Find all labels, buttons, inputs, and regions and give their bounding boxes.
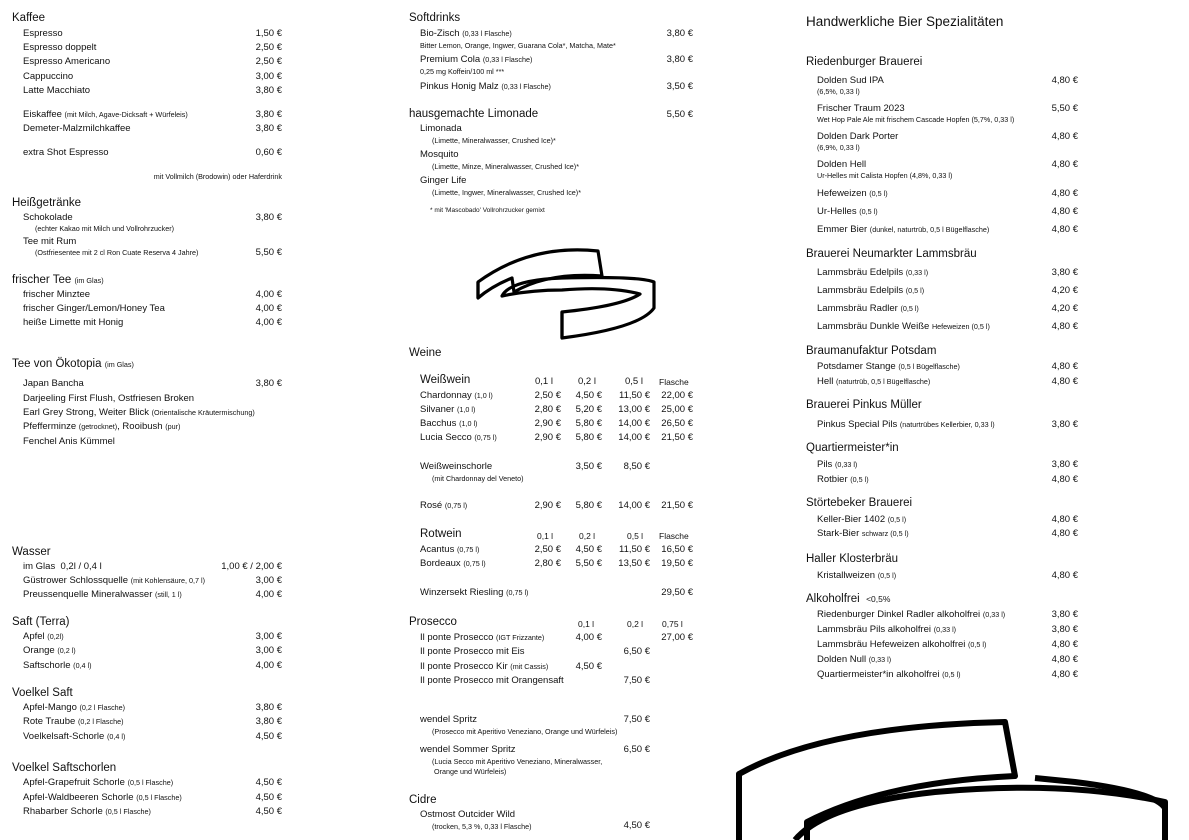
menu-item-price: 3,80 €	[255, 85, 282, 96]
menu-item-note: (0,75 l)	[444, 501, 468, 510]
col-header: 0,1 l	[578, 619, 595, 629]
menu-item-note: (0,2 l Flasche)	[77, 717, 124, 726]
menu-item-price: 3,80 €	[255, 123, 282, 134]
menu-item-note: (0,5 l Flasche)	[136, 793, 182, 802]
menu-item-name: Ginger Life	[420, 175, 467, 186]
menu-item-price: 3,00 €	[255, 645, 282, 656]
menu-item-price: 2,90 €	[534, 500, 561, 511]
menu-item-price: 3,80 €	[666, 54, 693, 65]
menu-item-price: 5,20 €	[575, 404, 602, 415]
menu-item-price: 4,20 €	[1051, 303, 1078, 314]
menu-item-note: (0,33 l Flasche)	[482, 55, 533, 64]
alkoholfrei-note: <0,5%	[866, 594, 891, 604]
menu-item-price: 6,50 €	[623, 744, 650, 755]
menu-item-note: (0,2l)	[47, 632, 64, 641]
menu-item-sub: Ur-Helles mit Calista Hopfen (4,8%, 0,33 l)	[817, 171, 953, 180]
menu-item-note: (0,75 l)	[474, 433, 497, 442]
menu-item-note: (0,4 l)	[73, 661, 92, 670]
menu-item-name: heiße Limette mit Honig	[23, 317, 124, 328]
menu-item-price: 6,50 €	[623, 646, 650, 657]
menu-item-name: Pinkus Special Pils (naturtrübes Kellerbier, 0,33 l)	[817, 419, 995, 430]
menu-item-price: 29,50 €	[661, 587, 693, 598]
menu-item-name: Apfel-Mango (0,2 l Flasche)	[23, 702, 126, 713]
menu-item-price: 13,50 €	[618, 558, 650, 569]
menu-item-name: Potsdamer Stange (0,5 l Bügelflasche)	[817, 361, 960, 372]
menu-item-name: Hell (naturtrüb, 0,5 l Bügelflasche)	[817, 376, 931, 387]
heading-wasser: Wasser	[12, 546, 51, 558]
col-header: Flasche	[659, 531, 689, 541]
menu-item-name: Hefeweizen (0,5 l)	[817, 188, 888, 199]
menu-item-note: (naturtrüb, 0,5 l Bügelflasche)	[836, 377, 931, 386]
menu-item-note: (0,33 l Flasche)	[462, 29, 512, 38]
menu-item-price: 4,80 €	[1051, 321, 1078, 332]
col-header: Flasche	[659, 377, 689, 387]
menu-item-price: 4,50 €	[575, 544, 602, 555]
menu-item-name: Winzersekt Riesling (0,75 l)	[420, 587, 529, 598]
heading-brauerei: Haller Klosterbräu	[806, 553, 899, 565]
menu-item-price: 26,50 €	[661, 418, 693, 429]
menu-item-note: (0,5 l)	[942, 670, 961, 679]
menu-item-name: Lammsbräu Pils alkoholfrei (0,33 l)	[817, 624, 957, 635]
menu-item-name: Demeter-Malzmilchkaffee	[23, 123, 131, 134]
menu-item-price: 7,50 €	[623, 675, 650, 686]
menu-item-price: 4,50 €	[623, 820, 650, 831]
menu-item-sub: (Ostfriesentee mit 2 cl Ron Cuate Reserva 4 Jahre)	[35, 248, 199, 257]
menu-item-price: 3,50 €	[575, 461, 602, 472]
menu-item-name: Dolden Null (0,33 l)	[817, 654, 892, 665]
heading-weine: Weine	[409, 347, 442, 359]
menu-item-note: (naturtrübes Kellerbier, 0,33 l)	[899, 420, 995, 429]
menu-item-price: 4,80 €	[1051, 528, 1078, 539]
menu-item-price: 4,80 €	[1051, 206, 1078, 217]
menu-item-name: Lammsbräu Hefeweizen alkoholfrei (0,5 l)	[817, 639, 987, 650]
menu-item-name: Frischer Traum 2023	[817, 103, 905, 114]
menu-item-note: (Orientalische Kräutermischung)	[151, 408, 255, 417]
menu-item-price: 3,80 €	[666, 28, 693, 39]
menu-item-note: (1,0 l)	[474, 391, 493, 400]
menu-item-name: Rote Traube (0,2 l Flasche)	[23, 716, 124, 727]
menu-item-price: 4,80 €	[1051, 669, 1078, 680]
menu-item-note: (0,5 l Flasche)	[127, 778, 174, 787]
menu-item-price: 8,50 €	[623, 461, 650, 472]
menu-item-name: Stark-Bier schwarz (0,5 l)	[817, 528, 909, 539]
menu-item-price: 4,80 €	[1051, 75, 1078, 86]
menu-item-price: 4,80 €	[1051, 654, 1078, 665]
menu-item-price: 22,00 €	[661, 390, 693, 401]
menu-item-name: Apfel (0,2l)	[23, 631, 64, 642]
heading-prosecco: Prosecco	[409, 616, 457, 628]
menu-item-price: 5,50 €	[1051, 103, 1078, 114]
heading-brauerei: Brauerei Pinkus Müller	[806, 399, 922, 411]
heading-cidre: Cidre	[409, 794, 437, 806]
menu-item-name: Il ponte Prosecco (IGT Frizzante)	[420, 632, 545, 643]
oekotopia-note: (im Glas)	[104, 360, 134, 369]
menu-item-note: (0,5 l Flasche)	[105, 807, 151, 816]
menu-item-price: 4,20 €	[1051, 285, 1078, 296]
menu-item-name: Espresso	[23, 28, 63, 39]
menu-item-note: schwarz (0,5 l)	[861, 529, 909, 538]
menu-item-note: (0,33 l)	[982, 610, 1006, 619]
menu-item-name: Orange (0,2 l)	[23, 645, 76, 656]
menu-item-price: 2,50 €	[255, 42, 282, 53]
menu-item-name: Apfel-Waldbeeren Schorle (0,5 l Flasche)	[23, 792, 182, 803]
menu-item-name: Lammsbräu Edelpils (0,33 l)	[817, 267, 929, 278]
menu-item-price: 4,80 €	[1051, 514, 1078, 525]
menu-item-price: 2,90 €	[534, 418, 561, 429]
menu-item-price: 3,80 €	[255, 716, 282, 727]
menu-item-sub: 0,25 mg Koffein/100 ml ***	[420, 67, 505, 76]
menu-item-name: Voelkelsaft-Schorle (0,4 l)	[23, 731, 126, 742]
menu-item-note: (0,5 l)	[877, 571, 897, 580]
menu-item-price: 5,50 €	[575, 558, 602, 569]
menu-item-price: 4,50 €	[575, 661, 602, 672]
menu-item-price: 4,00 €	[255, 317, 282, 328]
menu-item-price: 11,50 €	[619, 544, 650, 555]
menu-item-name: Ostmost Outcider Wild	[420, 809, 516, 820]
menu-item-note: (0,33 l)	[905, 268, 929, 277]
menu-item-price: 3,80 €	[1051, 419, 1078, 430]
heading-brauerei: Brauerei Neumarkter Lammsbräu	[806, 248, 977, 260]
menu-item-name: Weißweinschorle	[420, 461, 493, 472]
menu-item-note: (0,75 l)	[506, 588, 529, 597]
menu-item-price: 3,00 €	[255, 631, 282, 642]
menu-item-price: 3,80 €	[1051, 624, 1078, 635]
menu-item-sub: (Prosecco mit Aperitivo Veneziano, Orange und Würfeleis)	[432, 727, 618, 736]
menu-item-name: Bordeaux (0,75 l)	[420, 558, 486, 569]
menu-item-name: Limonada	[420, 123, 462, 134]
col-header: 0,5 l	[627, 531, 644, 541]
menu-item-name: Rotbier (0,5 l)	[817, 474, 869, 485]
menu-item-note: (1,0 l)	[459, 419, 478, 428]
menu-item-name: Mosquito	[420, 149, 459, 160]
menu-item-price: 13,00 €	[618, 404, 650, 415]
menu-item-sub: Bitter Lemon, Orange, Ingwer, Guarana Cola*, Matcha, Mate*	[420, 41, 616, 50]
menu-item-note: (mit Kohlensäure, 0,7 l)	[130, 576, 206, 585]
menu-item-note: Hefeweizen (0,5 l)	[931, 322, 990, 331]
menu-item-name: Il ponte Prosecco mit Orangensaft	[420, 675, 564, 686]
menu-item-sub: (trocken, 5,3 %, 0,33 l Flasche)	[432, 822, 532, 831]
menu-item-price: 3,80 €	[1051, 459, 1078, 470]
menu-item-sub: Wet Hop Pale Ale mit frischem Cascade Hopfen (5,7%, 0,33 l)	[817, 115, 1015, 124]
heading-tee: frischer Tee (im Glas)	[12, 274, 104, 286]
menu-item-name: Apfel-Grapefruit Schorle (0,5 l Flasche)	[23, 777, 174, 788]
heading-rotwein: Rotwein	[420, 528, 462, 540]
menu-item-name: frischer Minztee	[23, 289, 91, 300]
menu-item-name: Dolden Dark Porter	[817, 131, 899, 142]
menu-item-price: 3,00 €	[255, 575, 282, 586]
heading-brauerei: Riedenburger Brauerei	[806, 56, 923, 68]
menu-item-note: (pur)	[165, 422, 181, 431]
heading-heissgetraenke: Heißgetränke	[12, 197, 82, 209]
menu-item-price: 7,50 €	[623, 714, 650, 725]
heading-alkoholfrei: Alkoholfrei <0,5%	[806, 593, 891, 605]
menu-item-note: (mit Cassis)	[510, 662, 549, 671]
col-header: 0,75 l	[662, 619, 683, 629]
menu-item-price: 4,00 €	[255, 589, 282, 600]
menu-item-name: Lammsbräu Radler (0,5 l)	[817, 303, 919, 314]
menu-item-name: wendel Sommer Spritz	[420, 744, 516, 755]
menu-item-price: 21,50 €	[661, 500, 693, 511]
menu-item-name: Schokolade	[23, 212, 73, 223]
menu-item-name: Cappuccino	[23, 71, 74, 82]
menu-item-sub: (Limette, Mineralwasser, Crushed Ice)*	[432, 136, 556, 145]
menu-item-price: 25,00 €	[661, 404, 693, 415]
menu-item-name: wendel Spritz	[420, 714, 478, 725]
menu-item-price: 4,50 €	[255, 777, 282, 788]
col-header: 0,2 l	[578, 376, 596, 387]
menu-item-price: 4,80 €	[1051, 474, 1078, 485]
menu-item-price: 5,50 €	[255, 247, 282, 258]
menu-item-note: (getrocknet)	[78, 422, 118, 431]
heading-brauerei: Braumanufaktur Potsdam	[806, 345, 937, 357]
limonade-footnote: * mit 'Mascobado' Vollrohrzucker gemixt	[430, 207, 545, 214]
menu-item-name: Dolden Sud IPA	[817, 75, 884, 86]
col-header: 0,2 l	[627, 619, 644, 629]
menu-item-price: 2,50 €	[255, 56, 282, 67]
menu-item-price: 2,80 €	[534, 558, 561, 569]
menu-item-note: (0,5 l)	[900, 304, 919, 313]
menu-item-price: 4,80 €	[1051, 570, 1078, 581]
menu-item-price: 4,00 €	[575, 632, 602, 643]
menu-item-name: Pfefferminze (getrocknet), Rooibush (pur)	[23, 421, 181, 432]
menu-item-sub: (Limette, Minze, Mineralwasser, Crushed Ice)*	[432, 162, 579, 171]
menu-item-price: 4,80 €	[1051, 639, 1078, 650]
heading-limonade: hausgemachte Limonade	[409, 108, 539, 120]
menu-item-name: Chardonnay (1,0 l)	[420, 390, 493, 401]
menu-item-sub: (mit Chardonnay del Veneto)	[432, 474, 524, 483]
heading-oekotopia: Tee von Ökotopia (im Glas)	[12, 358, 134, 370]
menu-item-name: Quartiermeister*in alkoholfrei (0,5 l)	[817, 669, 961, 680]
menu-item-note: (0,2 l)	[57, 646, 76, 655]
col-header: 0,1 l	[537, 531, 554, 541]
page-title-bier: Handwerkliche Bier Spezialitäten	[806, 14, 1004, 29]
menu-item-price: 3,80 €	[255, 212, 282, 223]
menu-item-price: 5,80 €	[575, 418, 602, 429]
menu-item-sub: (6,9%, 0,33 l)	[817, 143, 860, 152]
menu-item-price: 3,00 €	[255, 71, 282, 82]
heading-kaffee: Kaffee	[12, 12, 46, 24]
menu-item-name: Espresso doppelt	[23, 42, 97, 53]
menu-item-name: Premium Cola (0,33 l Flasche)	[420, 54, 533, 65]
menu-item-name: Espresso Americano	[23, 56, 111, 67]
menu-item-name: Bacchus (1,0 l)	[420, 418, 478, 429]
heading-brauerei: Störtebeker Brauerei	[806, 497, 913, 509]
menu-item-price: 4,50 €	[575, 390, 602, 401]
menu-item-sub: Orange und Würfeleis)	[434, 767, 507, 776]
menu-item-name: frischer Ginger/Lemon/Honey Tea	[23, 303, 165, 314]
menu-item-price: 4,50 €	[255, 806, 282, 817]
menu-item-name: Riedenburger Dinkel Radler alkoholfrei (0,33 l)	[817, 609, 1006, 620]
menu-item-note: (0,75 l)	[463, 559, 486, 568]
heading-voelkel-saft: Voelkel Saft	[12, 687, 73, 699]
menu-item-name: Rhabarber Schorle (0,5 l Flasche)	[23, 806, 151, 817]
menu-item-name: Lammsbräu Edelpils (0,5 l)	[817, 285, 925, 296]
menu-item-name: Preussenquelle Mineralwasser (still, 1 l)	[23, 589, 182, 600]
menu-item-name: Fenchel Anis Kümmel	[23, 436, 115, 447]
heading-brauerei: Quartiermeister*in	[806, 442, 899, 454]
kaffee-footnote: mit Vollmilch (Brodowin) oder Haferdrink	[153, 172, 282, 181]
tee-note: (im Glas)	[74, 276, 104, 285]
menu-item-name: Lucia Secco (0,75 l)	[420, 432, 497, 443]
menu-item-name: Saftschorle (0,4 l)	[23, 660, 92, 671]
menu-item-note: (still, 1 l)	[155, 590, 182, 599]
heading-weisswein: Weißwein	[420, 374, 471, 386]
menu-item-price: 4,80 €	[1051, 131, 1078, 142]
menu-item-name: Emmer Bier (dunkel, naturtrüb, 0,5 l Bügelflasche)	[817, 224, 990, 235]
menu-item-note: (0,5 l)	[850, 475, 869, 484]
menu-item-sub: (Limette, Ingwer, Mineralwasser, Crushed Ice)*	[432, 188, 581, 197]
menu-item-sub: (echter Kakao mit Milch und Vollrohrzucker)	[35, 224, 175, 233]
menu-item-note: (0,33 l)	[868, 655, 892, 664]
menu-item-price: 4,80 €	[1051, 188, 1078, 199]
menu-item-note: (0,5 l)	[905, 286, 925, 295]
heading-voelkel-schorlen: Voelkel Saftschorlen	[12, 762, 117, 774]
menu-item-price: 0,60 €	[255, 147, 282, 158]
menu-item-price: 27,00 €	[661, 632, 693, 643]
menu-item-note: (0,5 l)	[968, 640, 987, 649]
menu-item-price: 4,80 €	[1051, 224, 1078, 235]
menu-item-price: 1,50 €	[255, 28, 282, 39]
menu-item-note: (dunkel, naturtrüb, 0,5 l Bügelflasche)	[869, 225, 990, 234]
menu-item-price: 4,00 €	[255, 303, 282, 314]
menu-item-price: 4,00 €	[255, 289, 282, 300]
menu-item-note: (0,75 l)	[456, 545, 480, 554]
menu-item-price: 4,80 €	[1051, 376, 1078, 387]
menu-item-price: 2,80 €	[534, 404, 561, 415]
menu-item-price: 21,50 €	[661, 432, 693, 443]
menu-item-name: Pils (0,33 l)	[817, 459, 858, 470]
menu-item-price: 14,00 €	[618, 500, 650, 511]
menu-item-name: Il ponte Prosecco mit Eis	[420, 646, 525, 657]
menu-item-name: Lammsbräu Dunkle Weiße Hefeweizen (0,5 l)	[817, 321, 990, 332]
menu-item-note: (0,5 l)	[869, 189, 888, 198]
menu-item-price: 2,50 €	[534, 390, 561, 401]
menu-item-name: Dolden Hell	[817, 159, 867, 170]
menu-item-price: 3,50 €	[666, 81, 693, 92]
menu-item-name: Earl Grey Strong, Weiter Blick (Orientalische Kräutermischung)	[23, 407, 255, 418]
menu-item-note: (1,0 l)	[456, 405, 476, 414]
menu-item-price: 5,50 €	[666, 109, 693, 120]
logo-ring-large-icon	[735, 712, 1189, 840]
menu-item-price: 16,50 €	[661, 544, 693, 555]
menu-item-price: 3,80 €	[255, 378, 282, 389]
menu-item-price: 19,50 €	[661, 558, 693, 569]
menu-item-name: extra Shot Espresso	[23, 147, 109, 158]
menu-item-price: 2,90 €	[534, 432, 561, 443]
heading-softdrinks: Softdrinks	[409, 12, 461, 24]
menu-item-name: Bio-Zisch (0,33 l Flasche)	[420, 28, 512, 39]
menu-item-price: 4,50 €	[255, 792, 282, 803]
menu-item-name: Darjeeling First Flush, Ostfriesen Broken	[23, 393, 195, 404]
menu-item-name: Latte Macchiato	[23, 85, 91, 96]
menu-item-name: Tee mit Rum	[23, 236, 77, 247]
menu-item-price: 5,80 €	[575, 500, 602, 511]
col-header: 0,1 l	[535, 376, 553, 387]
menu-item-name: Ur-Helles (0,5 l)	[817, 206, 878, 217]
menu-item-note: (0,33 l)	[834, 460, 858, 469]
menu-item-name: Acantus (0,75 l)	[420, 544, 480, 555]
menu-item-note: (0,5 l)	[859, 207, 878, 216]
menu-item-price: 3,80 €	[255, 702, 282, 713]
menu-item-price: 14,00 €	[618, 432, 650, 443]
menu-item-note: 0,2l / 0,4 l	[60, 561, 102, 572]
menu-item-price: 1,00 € / 2,00 €	[221, 561, 282, 572]
menu-item-note: (0,2 l Flasche)	[79, 703, 126, 712]
menu-item-price: 11,50 €	[619, 390, 650, 401]
col-header: 0,2 l	[579, 531, 596, 541]
menu-item-note: (IGT Frizzante)	[496, 633, 545, 642]
menu-item-name: Eiskaffee (mit Milch, Agave-Dicksaft + Würfeleis)	[23, 109, 188, 120]
menu-item-name: Rosé (0,75 l)	[420, 500, 468, 511]
logo-ring-icon	[470, 242, 658, 342]
menu-item-note: (0,33 l Flasche)	[501, 82, 551, 91]
menu-item-price: 3,80 €	[255, 109, 282, 120]
menu-item-name: Japan Bancha	[23, 378, 84, 389]
menu-item-price: 3,80 €	[1051, 609, 1078, 620]
menu-item-price: 4,80 €	[1051, 361, 1078, 372]
menu-item-note: (0,5 l Bügelflasche)	[898, 362, 960, 371]
menu-item-price: 5,80 €	[575, 432, 602, 443]
menu-item-name: Kristallweizen (0,5 l)	[817, 570, 897, 581]
menu-item-name: Güstrower Schlossquelle (mit Kohlensäure, 0,7 l)	[23, 575, 206, 586]
menu-item-sub: (Lucia Secco mit Aperitivo Veneziano, Mineralwasser,	[432, 757, 603, 766]
menu-item-note: (0,5 l)	[887, 515, 907, 524]
menu-item-name: Pinkus Honig Malz (0,33 l Flasche)	[420, 81, 551, 92]
menu-item-price: 4,80 €	[1051, 159, 1078, 170]
menu-item-name: Keller-Bier 1402 (0,5 l)	[817, 514, 907, 525]
menu-item-sub: (6,5%, 0,33 l)	[817, 87, 860, 96]
menu-item-price: 3,80 €	[1051, 267, 1078, 278]
col-header: 0,5 l	[625, 376, 643, 387]
heading-saft: Saft (Terra)	[12, 616, 70, 628]
menu-item-name: Il ponte Prosecco Kir (mit Cassis)	[420, 661, 549, 672]
menu-item-note: (0,4 l)	[106, 732, 126, 741]
menu-item-price: 4,50 €	[255, 731, 282, 742]
menu-item-price: 14,00 €	[618, 418, 650, 429]
menu-item-name: Silvaner (1,0 l)	[420, 404, 476, 415]
menu-item-name: im Glas 0,2l / 0,4 l	[23, 561, 102, 572]
menu-item-price: 2,50 €	[534, 544, 561, 555]
menu-item-note: (0,33 l)	[933, 625, 957, 634]
menu-item-price: 4,00 €	[255, 660, 282, 671]
menu-item-note: (mit Milch, Agave-Dicksaft + Würfeleis)	[64, 110, 188, 119]
